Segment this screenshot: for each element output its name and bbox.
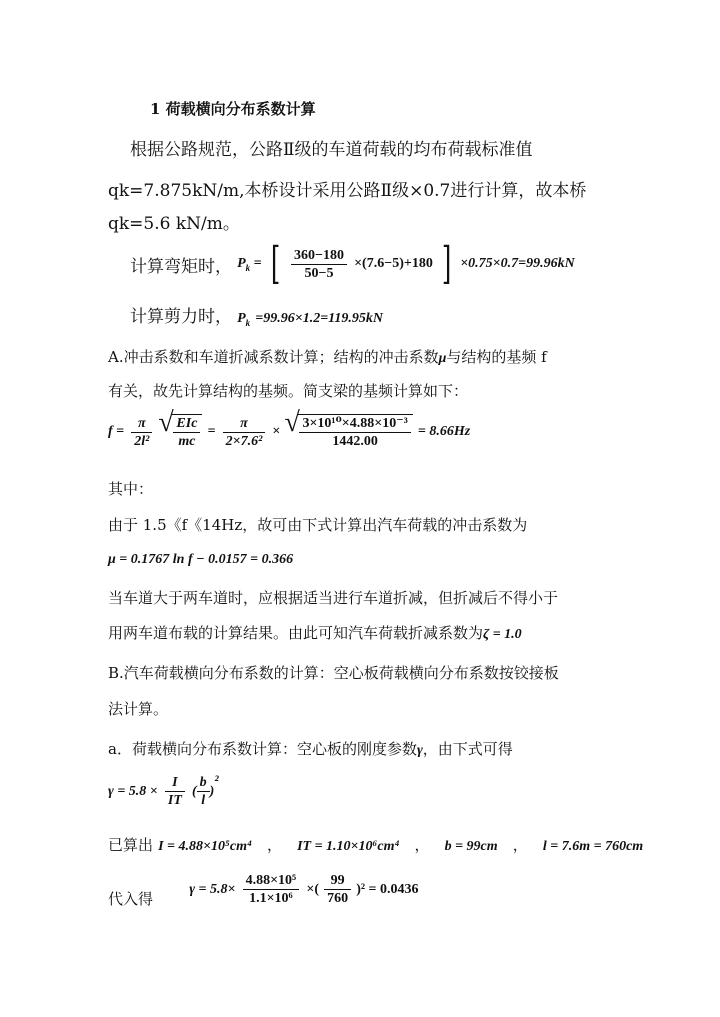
paragraph-line: 用两车道布载的计算结果。由此可知汽车荷载折减系数为ζ = 1.0 bbox=[108, 624, 522, 642]
moment-middle: ×(7.6−5)+180 bbox=[354, 256, 433, 271]
gamma-formula: γ = 5.8 × $\frac{I}{IT}$ ( $\frac{b}{l}$ )² bbox=[108, 774, 219, 808]
section-heading: 1 荷载横向分布系数计算 bbox=[150, 100, 316, 118]
moment-label: 计算弯矩时， bbox=[130, 256, 232, 277]
paragraph-line: B.汽车荷载横向分布系数的计算：空心板荷载横向分布系数按铰接板 bbox=[108, 664, 559, 682]
computed-values: 已算出 I = 4.88×10⁵cm⁴ ， IT = 1.10×10⁶cm⁴ ， b = 99cm ， l = 7.6m = 760cm bbox=[108, 836, 644, 854]
paragraph-line: 有关，故先计算结构的基频。简支梁的基频计算如下： bbox=[108, 382, 469, 400]
paragraph-line: 由于 1.5《f《14Hz，故可由下式计算出汽车荷载的冲击系数为 bbox=[108, 516, 528, 534]
shear-lhs: $P_k$ bbox=[237, 311, 251, 328]
frequency-equation: f = $\frac{\pi}{\text{2l²}}$ √ $\frac{\text{EIc}}{mc}$ = $\frac{\pi}{\text{2×7.6²}}$ × √ $\frac{\text{3×10¹⁰×4.88×10⁻³}}{1442.00}$ = 8.66Hz bbox=[108, 414, 470, 450]
paragraph-line: 法计算。 bbox=[108, 700, 169, 718]
shear-result: =99.96×1.2=119.95kN bbox=[255, 311, 384, 326]
gamma-symbol: γ bbox=[416, 743, 423, 758]
right-bracket: ] bbox=[441, 238, 452, 289]
paragraph-line: a．荷载横向分布系数计算：空心板的刚度参数γ，由下式可得 bbox=[108, 740, 513, 758]
moment-fraction: $\frac{360-180}{50-5}$ bbox=[291, 247, 347, 282]
shear-equation bbox=[130, 302, 383, 328]
mu-symbol: μ bbox=[438, 351, 447, 366]
moment-result: ×0.75×0.7=99.96kN bbox=[460, 256, 575, 271]
paragraph-line: 当车道大于两车道时，应根据适当进行车道折减，但折减后不得小于 bbox=[108, 589, 559, 607]
paragraph-line: qk=5.6 kN/m。 bbox=[108, 214, 240, 234]
paragraph-line: 其中： bbox=[108, 480, 154, 498]
left-bracket: [ bbox=[270, 238, 281, 289]
gamma-substitution: 代入得 γ = 5.8× $\frac{\text{4.88×10⁵}}{\text{1.1×10⁶}}$ ×( $\frac{99}{760}$ )² = 0.0436 bbox=[108, 873, 419, 908]
reduction-coefficient: ζ = 1.0 bbox=[483, 627, 522, 642]
paragraph-line: 根据公路规范，公路Ⅱ级的车道荷载的均布荷载标准值 bbox=[130, 140, 533, 160]
shear-label: 计算剪力时， bbox=[130, 307, 232, 327]
moment-lhs: $P_k$ = bbox=[237, 255, 262, 273]
paragraph-line: qk=7.875kN/m,本桥设计采用公路Ⅱ级×0.7进行计算，故本桥 bbox=[108, 181, 587, 201]
paragraph-line: A.冲击系数和车道折减系数计算；结构的冲击系数μ与结构的基频 f bbox=[108, 348, 547, 366]
impact-coefficient-equation: μ = 0.1767 ln f − 0.0157 = 0.366 bbox=[108, 552, 294, 567]
moment-equation bbox=[130, 238, 575, 289]
